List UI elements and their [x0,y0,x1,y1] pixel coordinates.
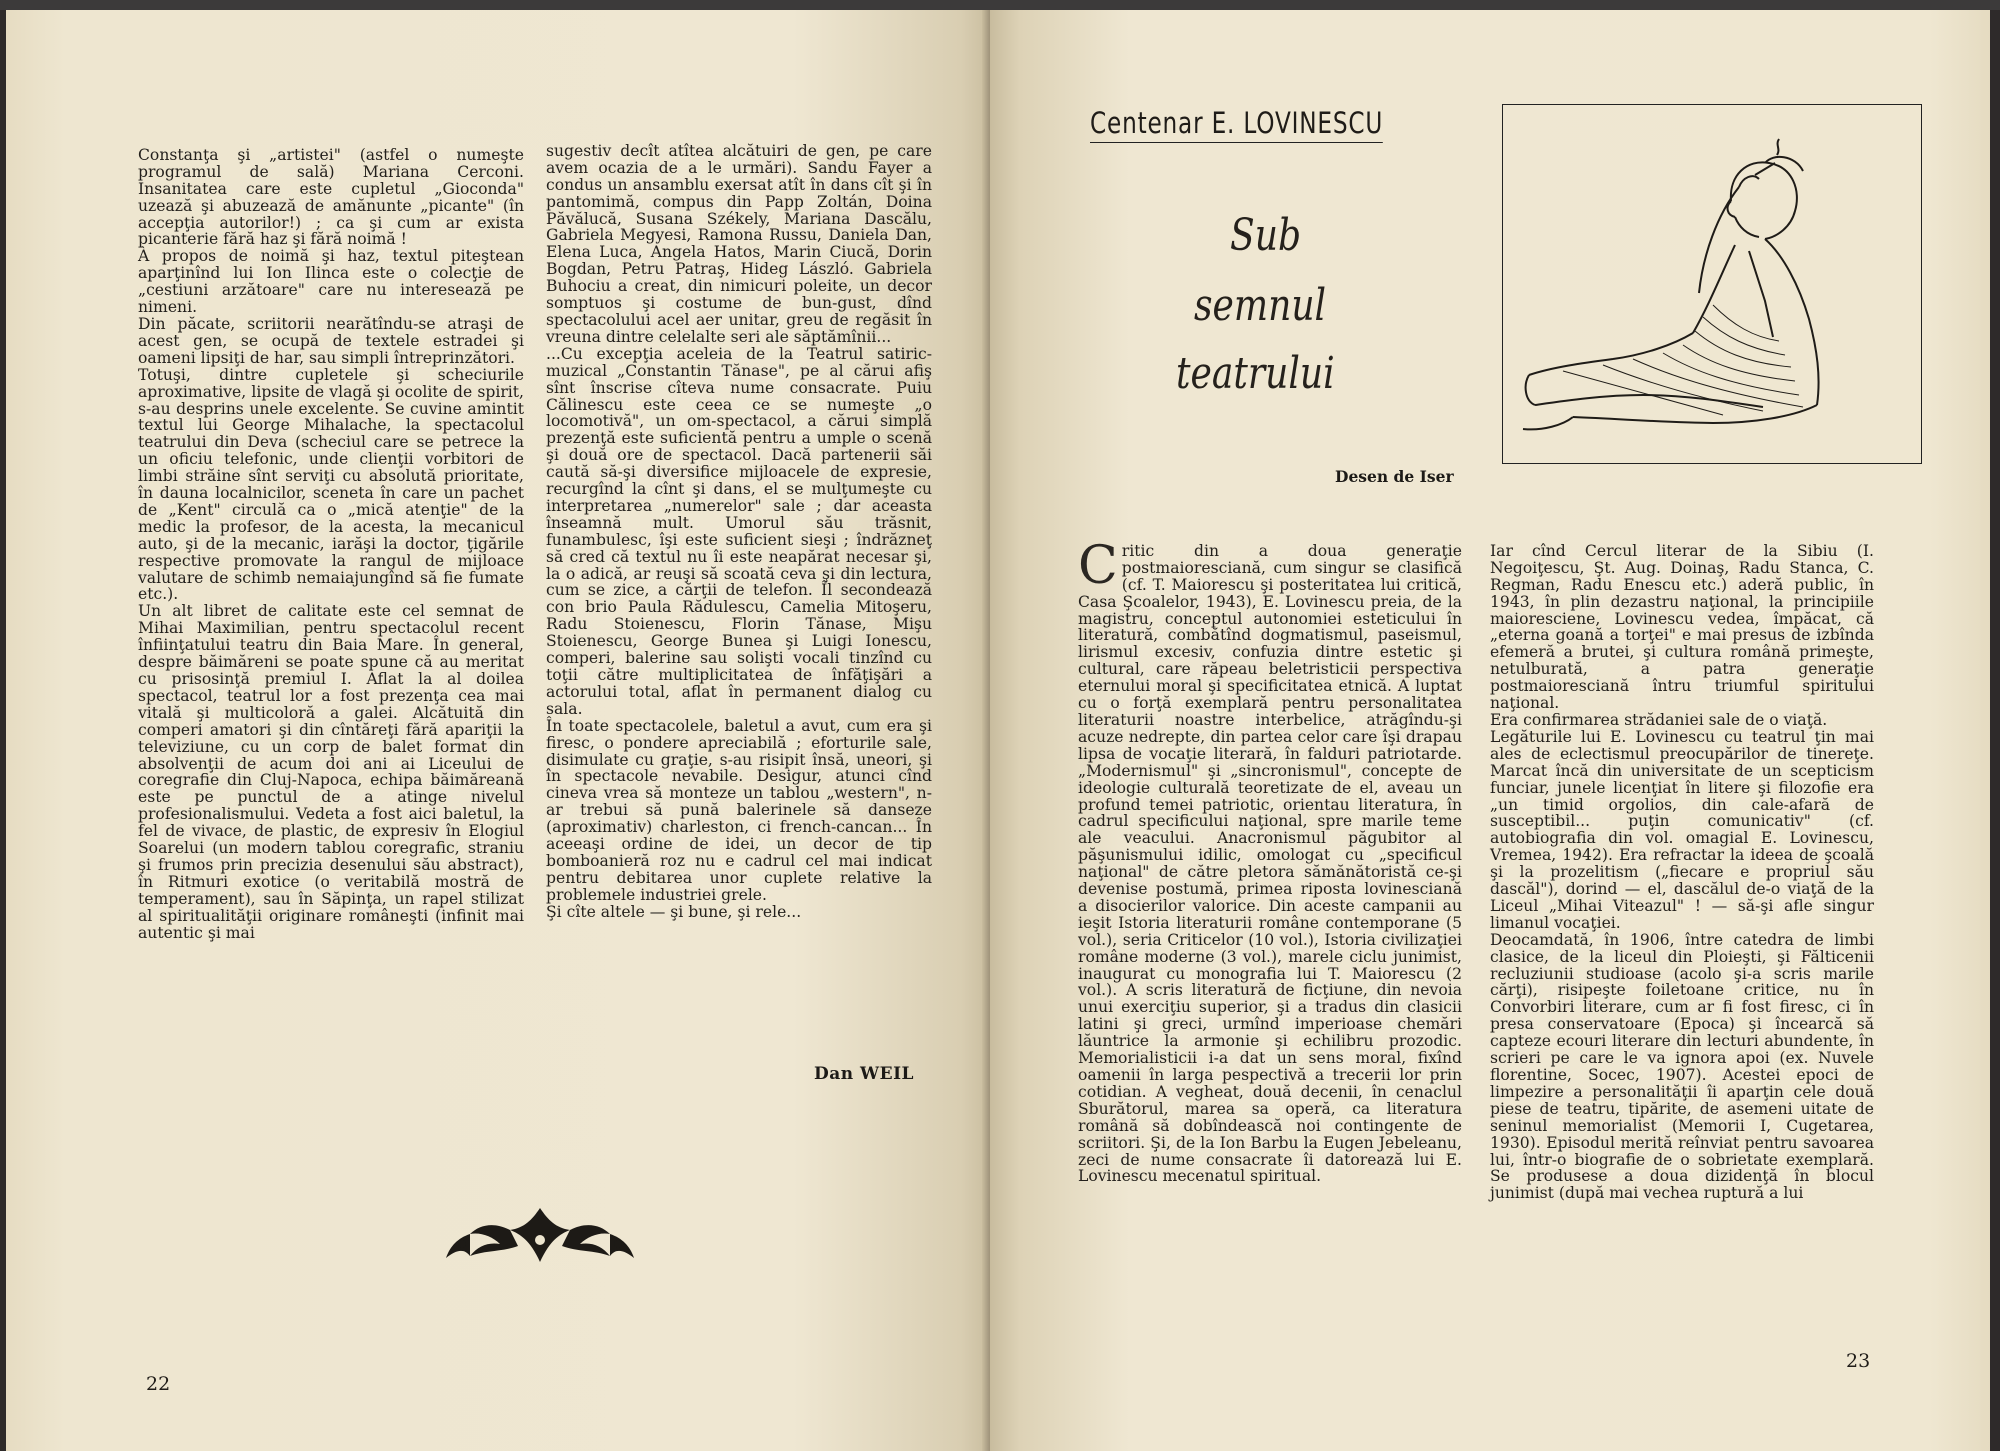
caricature-drawing-icon [1503,105,1920,462]
right-column-2-text: Iar cînd Cercul literar de la Sibiu (I. Negoiţescu, Şt. Aug. Doinaş, Radu Stanca, C. Regman, Radu Enescu etc.) aderă public, în 1943, în plin dezastru naţional, la principiile maioresciene, Lovinescu vedea, împăcat, că „eterna goană a torţei" e mai presus de izbînda efemeră a brutei, şi cultura română primeşte, netulburată, a patra generaţie postmaioresciană întru triumful spiritului naţional. Era confirmarea strădaniei sale de o viaţă. Legăturile lui E. Lovinescu cu teatrul ţin mai ales de eclectismul preocupărilor de tinereţe. Marcat încă din universitate de un scepticism funciar, junele licenţiat în litere şi filozofie era „un timid orgolios, din cale-afară de susceptibil... puţin comunicativ" (cf. autobiografia din vol. omagial E. Lovinescu, Vremea, 1942). Era refractar la ideea de şcoală şi la prozelitism („fiecare e propriul său dascăl"), dorind — el, dascălul de-o viaţă de la Liceul „Mihai Viteazul" ! — să-şi afle singur limanul vocaţiei. Deocamdată, în 1906, între catedra de limbi clasice, de la liceul din Ploieşti, şi Fălticenii recluziunii studioase (acolo şi-a scris marile cărţi), risipeşte foiletoane critice, nu în Convorbiri literare, cum ar fi fost firesc, ci în presa conservatoare (Epoca) şi încearcă să capteze ecouri literare din lecturi abundente, în scrieri pe care le va ignora apoi (ex. Nuvele florentine, Socec, 1907). Acestei epoci de limpezire a personalităţii îi aparţin cele două piese de teatru, tipărite, de asemeni uitate de seninul memorialist (Memorii I, Cugetarea, 1930). Episodul merită reînviat pentru savoarea lui, într-o biografie de o sobrietate exemplară. Se produsese a doua dizidenţă în blocul junimist (după mai vechea ruptură a lui [1490,541,1874,1203]
left-column-2-text: sugestiv decît atîtea alcătuiri de gen, pe care avem ocazia de a le urmări). Sandu Fayer a condus un ansamblu exersat atît în dans cît şi în pantomimă, compus din Papp Zoltán, Doina Păvălucă, Susana Székely, Mariana Dascălu, Gabriela Megyesi, Ramona Russu, Daniela Dan, Elena Luca, Angela Hatos, Marin Ciucă, Dorin Bogdan, Petru Patraş, Hideg László. Gabriela Buhociu a creat, din nimicuri poleite, un decor somptuos şi costume de bun-gust, dînd spectacolului acel aer unitar, greu de regăsit în vreuna dintre celelalte seri ale săptămînii... ...Cu excepţia aceleia de la Teatrul satiric-muzical „Constantin Tănase", pe al cărui afiş sînt înscrise cîteva nume consacrate. Puiu Călinescu este ceea ce se numeşte „o locomotivă", un om-spectacol, a cărui simplă prezenţă este suficientă pentru a umple o scenă şi două ore de spectacol. Dacă partenerii săi caută să-şi diversifice mijloacele de expresie, recurgînd la cînt şi dans, el se mulţumeşte cu interpretarea „numerelor" sale ; dar aceasta înseamnă mult. Umorul său trăsnit, funambulesc, îşi este suficient sieşi ; îndrăzneţ să cred că textul nu îi este neapărat necesar şi, la o adică, ar reuşi să scoată ceva şi din lectura, cum se zice, a cărţii de telefon. Îl secondează con brio Paula Rădulescu, Camelia Mitoşeru, Radu Stoienescu, Florin Tănase, Mişu Stoienescu, George Bunea şi Luigi Ionescu, comperi, balerine sau solişti vocali tinzînd cu toţii către multiplicitatea de înfăţişări a actorului total, aflat în permanent dialog cu sala. În toate spectacolele, baletul a avut, cum era şi firesc, o pondere apreciabilă ; eforturile sale, disimulate cu graţie, s-au risipit însă, uneori, şi în spectacole nevabile. Desigur, atunci cînd cineva vrea să monteze un tablou „western", n-ar trebui să pună balerinele să danseze (aproximativ) charleston, ci french-cancan... În aceeaşi ordine de idei, un decor de tip bomboanieră roz nu e cadrul cel mai indicat pentru debitarea unor cuplete relative la problemele industriei grele. Şi cîte altele — şi bune, şi rele... [546,141,932,921]
right-column-1 [1078,526,1462,1346]
drop-cap: C [1078,535,1118,596]
right-page [990,10,1990,1451]
right-column-2 [1490,526,1874,1356]
page-number-left: 22 [146,1373,171,1395]
right-column-1-text: ritic din a doua generaţie postmaioresciană, cum singur se clasifică (cf. T. Maiorescu şi posteritatea lui critică, Casa Şcoalelor, 1943), E. Lovinescu preia, de la magistru, conceptul autonomiei esteticului în literatură, combătînd dogmatismul, paseismul, lirismul excesiv, confuzia dintre estetic şi cultural, care răpeau beletristicii perspectiva eternului moral şi specificitatea etnică. A luptat cu o forţă exemplară pentru personalitatea literaturii noastre interbelice, atrăgîndu-şi acuze nedrepte, din partea celor care îşi drapau lipsa de vocaţie literară, în falduri patriotarde. „Modernismul" şi „sincronismul", concepte de ideologie culturală teoretizate de el, aveau un profund temei patriotic, orientau literatura, în cadrul specificului naţional, spre marile teme ale veacului. Anacronismul păgubitor al păşunismului idilic, omologat cu „specificul naţional" de către pletora sămănătoristă ce-şi devenise postumă, primea riposta lovinesciană a disocierilor valorice. Din aceste campanii au ieşit Istoria literaturii române contemporane (5 vol.), seria Criticelor (10 vol.), Istoria civilizaţiei române moderne (3 vol.), marele ciclu junimist, inaugurat cu monografia lui T. Maiorescu (2 vol.). A scris literatură de ficţiune, din nevoia unui exerciţiu superior, şi a tradus din clasicii latini şi greci, urmînd imperioase chemări lăuntrice la armonie şi echilibru prozodic. Memorialisticii i-a dat un sens moral, fixînd oamenii în larga pespectivă a trecerii lor prin cotidian. A vegheat, două decenii, în cenaclul Sburătorul, marea sa operă, ca literatura română să dobîndească noi contingente de scriitori. Şi, de la Ion Barbu la Eugen Jebeleanu, zeci de nume consacrate îi datorează lui E. Lovinescu mecenatul spiritual. [1078,541,1462,1186]
byline: Dan WEIL [814,1064,914,1084]
book-spread [0,10,2000,1451]
left-column-2 [546,126,932,1066]
left-column-1-text: Constanţa şi „artistei" (astfel o numeşte programul de sală) Mariana Cerconi. Insanitatea care este cupletul „Gioconda" uzează şi abuzează de amănunte „picante" (în accepţia autorilor!) ; ca şi cum ar exista picanterie fără haz şi fără noimă ! À propos de noimă şi haz, textul piteştean aparţinînd lui Ion Ilinca este o colecţie de „cestiuni arzătoare" care nu interesează pe nimeni. Din păcate, scriitorii nearătîndu-se atraşi de acest gen, se ocupă de textele estradei şi oameni lipsiţi de har, sau simpli întreprinzători. Totuşi, dintre cupletele şi scheciurile aproximative, lipsite de vlagă şi ocolite de spirit, s-au desprins unele excelente. Se cuvine amintit textul lui George Mihalache, la spectacolul teatrului din Deva (scheciul care se petrece la un oficiu telefonic, unde clienţii vorbitori de limbi străine sînt serviţi cu absolută prioritate, în dauna localnicilor, sceneta în care un pachet de „Kent" circulă ca o „mică atenţie" de la medic la profesor, de la acesta, la mecanicul auto, şi de la mecanic, iarăşi la doctor, ţigările respective promovate la rangul de mijloace valutare de schimb nemaiajungînd să fie fumate etc.). Un alt libret de calitate este cel semnat de Mihai Maximilian, pentru spectacolul recent înfiinţatului teatru din Baia Mare. În general, despre băimăreni se poate spune că au meritat cu prisosinţă premiul I. Aflat la al doilea spectacol, teatrul lor a fost prezenţa cea mai vitală şi multicoloră a galei. Alcătuită din comperi amatori şi din cîntăreţi fără apariţii la televiziune, cu un corp de balet format din absolvenţii de acum doi ani ai Liceului de coregrafie din Cluj-Napoca, echipa băimăreană este pe punctul de a atinge nivelul profesionalismului. Vedeta a fost aici baletul, la fel de vivace, de plastic, de expresiv în Elogiul Soarelui (un modern tablou coregrafic, straniu şi frumos prin precizia desenului său abstract), în Ritmuri exotice (o veritabilă mostră de temperament), sau în Săpinţa, un rapel stilizat al spiritualităţii originare româneşti (infinit mai autentic şi mai [138,145,524,942]
caricature-drawing [1502,104,1922,464]
section-heading: Centenar E. LOVINESCU [1090,106,1383,143]
page-number-right: 23 [1846,1350,1871,1372]
left-column-1 [138,130,524,1110]
title-line-1: Sub [1230,210,1302,261]
title-line-2: semnul [1194,280,1327,331]
drawing-caption: Desen de Iser [1335,467,1454,486]
title-line-3: teatrului [1176,348,1335,399]
floral-ornament-icon [440,1200,640,1270]
left-page [6,10,990,1451]
